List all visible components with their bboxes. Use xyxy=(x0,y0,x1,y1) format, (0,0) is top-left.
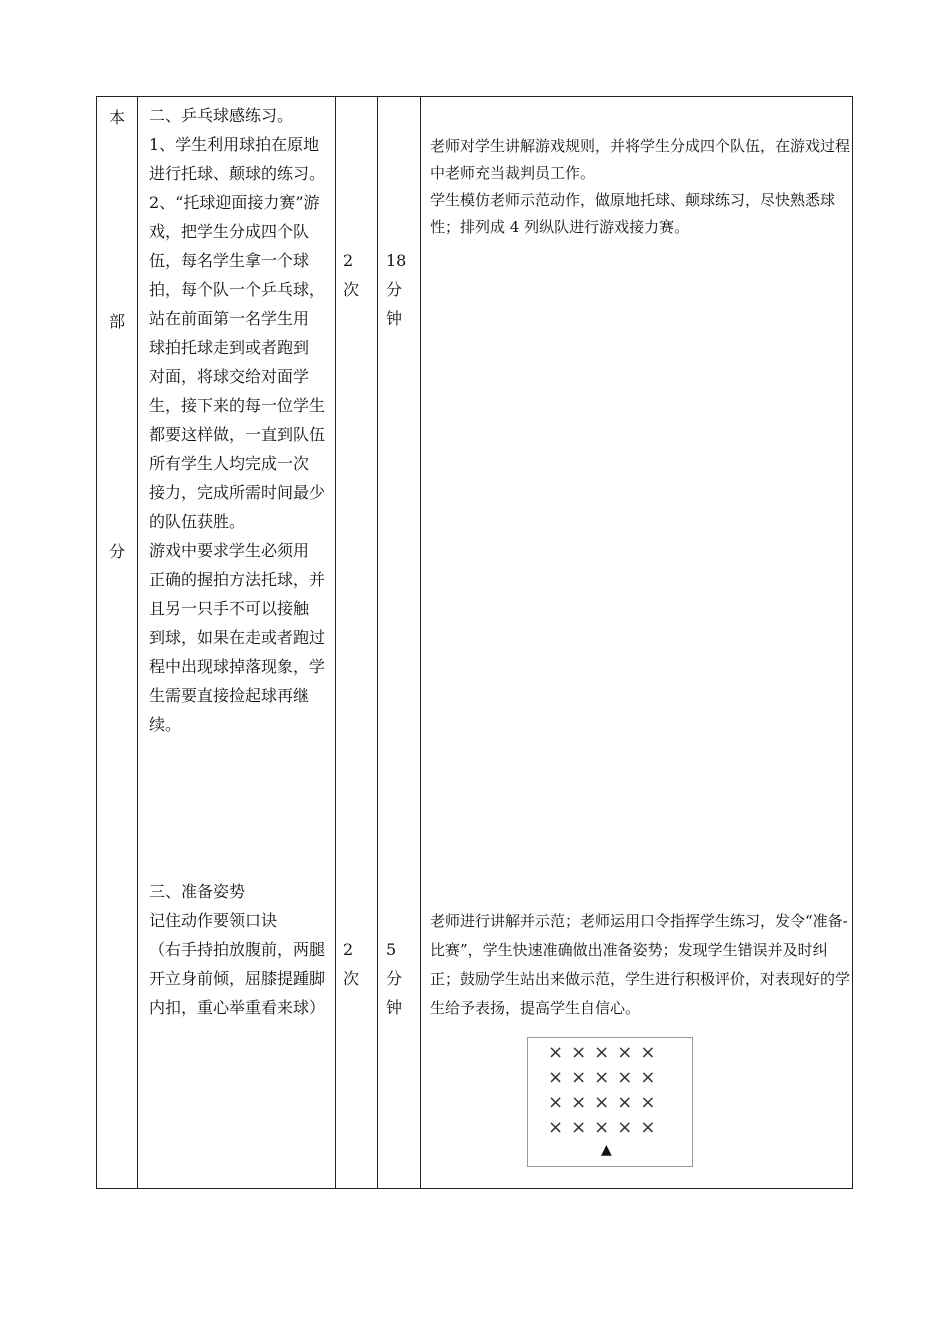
content-line: （右手持拍放腹前，两腿 xyxy=(149,940,326,959)
content-line: 三、准备姿势 xyxy=(149,882,246,901)
part-label-char: 部 xyxy=(108,312,125,331)
section1-times xyxy=(343,246,373,304)
content-line: 站在前面第一名学生用 xyxy=(149,309,310,328)
content-line: 伍，每名学生拿一个球 xyxy=(149,251,310,270)
times-unit: 次 xyxy=(343,969,360,988)
content-line: 进行托球、颠球的练习。 xyxy=(149,164,326,183)
content-line: 程中出现球掉落现象，学 xyxy=(149,657,326,676)
duration-value: 5 xyxy=(386,940,397,959)
content-line: 二、乒乓球感练习。 xyxy=(149,106,294,125)
content-line: 记住动作要领口诀 xyxy=(149,911,278,930)
content-line: 所有学生人均完成一次 xyxy=(149,454,310,473)
content-line: 且另一只手不可以接触 xyxy=(149,599,310,618)
content-line: 正确的握拍方法托球，并 xyxy=(149,570,326,589)
column-divider xyxy=(377,97,378,1188)
column-divider xyxy=(137,97,138,1188)
section2-method xyxy=(430,907,850,1023)
content-line: 2、“托球迎面接力赛”游 xyxy=(149,193,320,212)
student-row: ××××× xyxy=(548,1092,664,1113)
duration-unit: 钟 xyxy=(386,998,403,1017)
column-divider xyxy=(335,97,336,1188)
content-line: 球拍托球走到或者跑到 xyxy=(149,338,310,357)
duration-unit: 钟 xyxy=(386,309,403,328)
teacher-triangle-icon: ▲ xyxy=(601,1142,612,1158)
student-row: ××××× xyxy=(548,1117,664,1138)
section2-content xyxy=(149,877,333,1022)
column-divider xyxy=(420,97,421,1188)
content-line: 生，接下来的每一位学生 xyxy=(149,396,326,415)
section1-content xyxy=(149,101,333,739)
duration-unit: 分 xyxy=(386,969,403,988)
formation-diagram xyxy=(527,1037,693,1167)
section2-times xyxy=(343,935,373,993)
content-line: 生需要直接捡起球再继 xyxy=(149,686,310,705)
student-row: ××××× xyxy=(548,1042,664,1063)
method-paragraph: 学生模仿老师示范动作，做原地托球、颠球练习，尽快熟悉球性；排列成 4 列纵队进行游戏接力赛。 xyxy=(430,191,836,236)
content-line: 1、学生利用球拍在原地 xyxy=(149,135,320,154)
content-line: 拍，每个队一个乒乓球， xyxy=(149,280,326,299)
content-line: 戏，把学生分成四个队 xyxy=(149,222,310,241)
part-label-char: 本 xyxy=(108,108,125,127)
content-line: 游戏中要求学生必须用 xyxy=(149,541,310,560)
content-line: 都要这样做，一直到队伍 xyxy=(149,425,326,444)
content-line: 对面，将球交给对面学 xyxy=(149,367,310,386)
content-line: 到球，如果在走或者跑过 xyxy=(149,628,326,647)
section1-method xyxy=(430,133,850,241)
method-paragraph: 老师对学生讲解游戏规则，并将学生分成四个队伍，在游戏过程中老师充当裁判员工作。 xyxy=(430,137,851,182)
student-row: ××××× xyxy=(548,1067,664,1088)
duration-unit: 分 xyxy=(386,280,403,299)
content-line: 接力，完成所需时间最少 xyxy=(149,483,326,502)
content-line: 内扣，重心举重看来球） xyxy=(149,998,326,1017)
duration-value: 18 xyxy=(386,251,407,270)
section1-duration xyxy=(386,246,418,333)
method-paragraph: 老师进行讲解并示范；老师运用口令指挥学生练习，发令“准备-比赛”，学生快速准确做出准备姿势；发现学生错误并及时纠正；鼓励学生站出来做示范，学生进行积极评价，对表现好的学生给予表扬，提高学生自信心。 xyxy=(430,912,851,1017)
times-unit: 次 xyxy=(343,280,360,299)
section2-duration xyxy=(386,935,418,1022)
content-line: 续。 xyxy=(149,715,182,734)
content-line: 开立身前倾，屈膝提踵脚 xyxy=(149,969,326,988)
times-value: 2 xyxy=(343,940,354,959)
lesson-table xyxy=(96,96,853,1189)
times-value: 2 xyxy=(343,251,354,270)
part-label-char: 分 xyxy=(108,542,125,561)
content-line: 的队伍获胜。 xyxy=(149,512,246,531)
